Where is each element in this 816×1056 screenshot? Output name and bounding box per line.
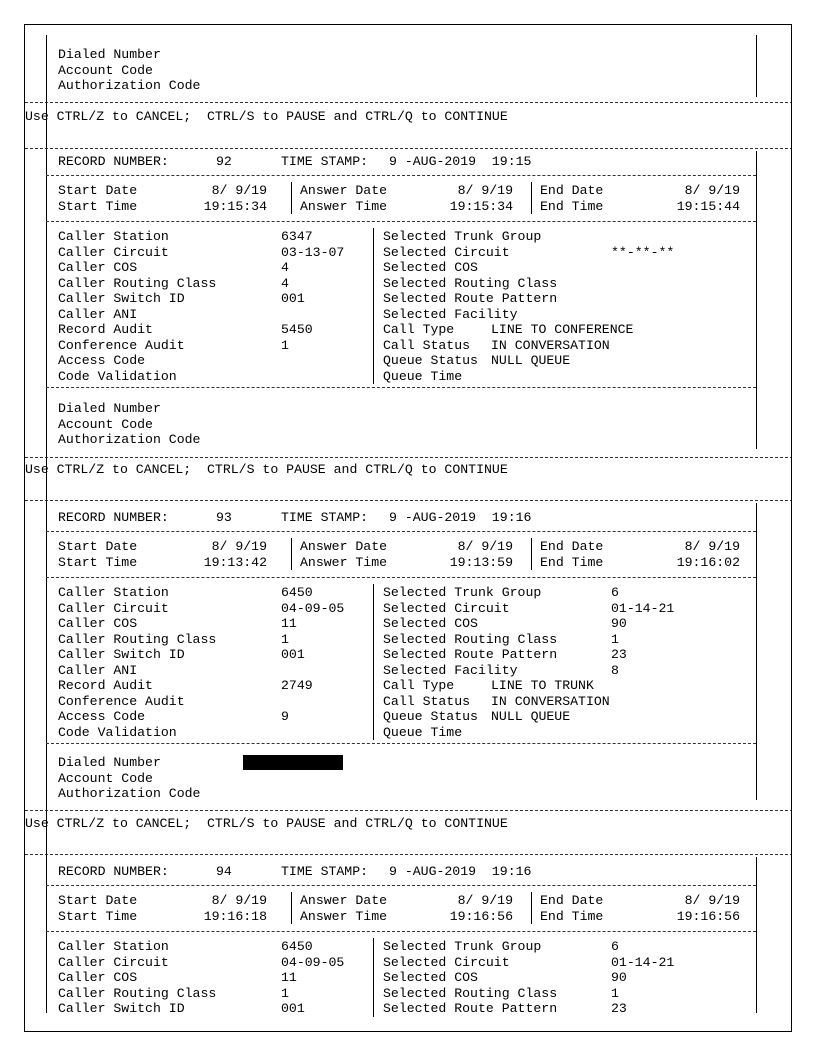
answer-date-label: Answer Date	[300, 183, 388, 198]
start-time-value: 19:16:18	[203, 908, 267, 924]
selected-field-value: LINE TO TRUNK	[491, 678, 594, 693]
record-number-value: 93	[216, 510, 232, 525]
end-date-label: End Date	[540, 539, 604, 554]
vertical-rule	[373, 584, 374, 740]
answer-time-label: Answer Time	[300, 908, 388, 924]
selected-field-value: 23	[611, 647, 627, 662]
caller-field-label: Caller COS	[58, 970, 138, 985]
caller-field-label: Caller Circuit	[58, 244, 169, 260]
caller-field-label: Caller Station	[58, 229, 169, 244]
answer-date-label: Answer Date	[300, 893, 388, 908]
cancel-instructions: Use CTRL/Z to CANCEL; CTRL/S to PAUSE and CTRL/Q to CONTINUE	[25, 816, 508, 831]
authorization-code-label: Authorization Code	[58, 78, 201, 93]
selected-field-label: Selected Routing Class	[383, 631, 558, 647]
cancel-instructions: Use CTRL/Z to CANCEL; CTRL/S to PAUSE and CTRL/Q to CONTINUE	[25, 109, 508, 124]
answer-date-label: Answer Date	[300, 539, 388, 554]
selected-field-label: Selected Circuit	[383, 600, 510, 616]
selected-field-value: 90	[611, 970, 627, 985]
caller-field-label: Code Validation	[58, 368, 177, 384]
report-page	[24, 24, 792, 1032]
caller-field-label: Caller Routing Class	[58, 631, 217, 647]
record-number-label: RECORD NUMBER:	[58, 864, 169, 879]
answer-time-value: 19:15:34	[449, 198, 513, 214]
selected-field-label: Call Status	[383, 337, 471, 353]
dashed-divider	[46, 175, 756, 176]
answer-time-label: Answer Time	[300, 554, 388, 570]
selected-field-value: 6	[611, 585, 619, 600]
answer-date-value: 8/ 9/19	[457, 183, 513, 198]
caller-field-label: Caller COS	[58, 260, 138, 275]
selected-field-label: Selected Route Pattern	[383, 647, 558, 662]
time-stamp-label: TIME STAMP:	[281, 510, 369, 525]
account-code-label: Account Code	[58, 62, 153, 78]
caller-field-label: Caller Switch ID	[58, 1001, 185, 1016]
selected-field-value: IN CONVERSATION	[491, 337, 610, 353]
selected-field-label: Call Type	[383, 678, 455, 693]
selected-field-value: 8	[611, 662, 619, 678]
account-code-label: Account Code	[58, 770, 153, 786]
vertical-rule	[291, 538, 292, 570]
dashed-divider	[46, 387, 756, 388]
right-rule	[756, 857, 757, 1013]
time-stamp-value: 9 -AUG-2019 19:16	[389, 864, 532, 879]
dashed-divider	[46, 743, 756, 744]
start-date-value: 8/ 9/19	[211, 539, 267, 554]
caller-field-value: 9	[281, 709, 289, 724]
selected-field-label: Selected Route Pattern	[383, 291, 558, 306]
caller-field-value: 001	[281, 291, 305, 306]
dashed-divider	[25, 457, 792, 458]
vertical-rule	[291, 182, 292, 214]
vertical-rule	[531, 538, 532, 570]
selected-field-label: Selected Trunk Group	[383, 229, 542, 244]
selected-field-label: Selected Facility	[383, 306, 518, 322]
caller-field-value: 5450	[281, 322, 313, 337]
selected-field-value: 01-14-21	[611, 954, 675, 970]
time-stamp-label: TIME STAMP:	[281, 154, 369, 169]
start-date-value: 8/ 9/19	[211, 893, 267, 908]
start-date-label: Start Date	[58, 183, 138, 198]
dashed-divider	[25, 148, 792, 149]
selected-field-label: Queue Status	[383, 353, 478, 368]
dashed-divider	[25, 854, 792, 855]
right-rule	[756, 151, 757, 449]
record-number-label: RECORD NUMBER:	[58, 510, 169, 525]
caller-field-value: 001	[281, 1001, 305, 1016]
selected-field-label: Queue Status	[383, 709, 478, 724]
time-stamp-value: 9 -AUG-2019 19:16	[389, 510, 532, 525]
caller-field-value: 04-09-05	[281, 954, 345, 970]
caller-field-value: 11	[281, 970, 297, 985]
vertical-rule	[373, 228, 374, 384]
dialed-number-label: Dialed Number	[58, 47, 161, 62]
caller-field-value: 1	[281, 631, 289, 647]
dialed-number-label: Dialed Number	[58, 755, 161, 770]
caller-field-label: Caller Station	[58, 585, 169, 600]
answer-date-value: 8/ 9/19	[457, 893, 513, 908]
end-date-value: 8/ 9/19	[684, 893, 740, 908]
authorization-code-label: Authorization Code	[58, 786, 201, 801]
caller-field-label: Caller Switch ID	[58, 647, 185, 662]
caller-field-label: Caller Routing Class	[58, 985, 217, 1001]
selected-field-label: Selected Circuit	[383, 954, 510, 970]
end-time-label: End Time	[540, 554, 604, 570]
caller-field-label: Caller Switch ID	[58, 291, 185, 306]
selected-field-label: Selected COS	[383, 260, 478, 275]
dashed-divider	[46, 531, 756, 532]
caller-field-value: 001	[281, 647, 305, 662]
caller-field-value: 1	[281, 337, 289, 353]
dashed-divider	[25, 102, 792, 103]
caller-field-value: 6450	[281, 585, 313, 600]
right-rule	[756, 503, 757, 800]
start-date-label: Start Date	[58, 893, 138, 908]
caller-field-label: Record Audit	[58, 678, 153, 693]
time-stamp-label: TIME STAMP:	[281, 864, 369, 879]
start-time-value: 19:15:34	[203, 198, 267, 214]
dashed-divider	[46, 885, 756, 886]
end-time-value: 19:16:02	[676, 554, 740, 570]
vertical-rule	[291, 892, 292, 924]
end-date-value: 8/ 9/19	[684, 539, 740, 554]
dashed-divider	[25, 810, 792, 811]
caller-field-label: Caller ANI	[58, 662, 138, 678]
selected-field-label: Queue Time	[383, 724, 463, 740]
end-date-value: 8/ 9/19	[684, 183, 740, 198]
record-number-label: RECORD NUMBER:	[58, 154, 169, 169]
end-time-label: End Time	[540, 908, 604, 924]
cancel-instructions: Use CTRL/Z to CANCEL; CTRL/S to PAUSE and CTRL/Q to CONTINUE	[25, 462, 508, 477]
caller-field-label: Conference Audit	[58, 693, 185, 709]
selected-field-label: Selected Trunk Group	[383, 939, 542, 954]
end-date-label: End Date	[540, 183, 604, 198]
answer-time-value: 19:13:59	[449, 554, 513, 570]
selected-field-value: NULL QUEUE	[491, 709, 571, 724]
caller-field-value: 6347	[281, 229, 313, 244]
caller-field-label: Conference Audit	[58, 337, 185, 353]
selected-field-label: Selected Route Pattern	[383, 1001, 558, 1016]
caller-field-label: Caller ANI	[58, 306, 138, 322]
authorization-code-label: Authorization Code	[58, 432, 201, 447]
vertical-rule	[373, 938, 374, 1017]
selected-field-label: Selected Routing Class	[383, 985, 558, 1001]
caller-field-label: Code Validation	[58, 724, 177, 740]
selected-field-label: Selected Facility	[383, 662, 518, 678]
selected-field-value: 1	[611, 985, 619, 1001]
selected-field-value: 01-14-21	[611, 600, 675, 616]
start-date-value: 8/ 9/19	[211, 183, 267, 198]
selected-field-label: Call Type	[383, 322, 455, 337]
selected-field-value: IN CONVERSATION	[491, 693, 610, 709]
caller-field-label: Access Code	[58, 353, 146, 368]
selected-field-value: 1	[611, 631, 619, 647]
vertical-rule	[531, 182, 532, 214]
caller-field-label: Caller COS	[58, 616, 138, 631]
end-time-value: 19:16:56	[676, 908, 740, 924]
dashed-divider	[46, 577, 756, 578]
selected-field-value: 23	[611, 1001, 627, 1016]
caller-field-value: 1	[281, 985, 289, 1001]
caller-field-value: 03-13-07	[281, 244, 345, 260]
answer-time-label: Answer Time	[300, 198, 388, 214]
selected-field-label: Selected Routing Class	[383, 275, 558, 291]
redacted-dialed-number	[243, 755, 343, 770]
record-number-value: 92	[216, 154, 232, 169]
selected-field-label: Selected Trunk Group	[383, 585, 542, 600]
time-stamp-value: 9 -AUG-2019 19:15	[389, 154, 532, 169]
caller-field-value: 6450	[281, 939, 313, 954]
end-time-label: End Time	[540, 198, 604, 214]
selected-field-label: Selected COS	[383, 970, 478, 985]
caller-field-value: 4	[281, 275, 289, 291]
selected-field-label: Call Status	[383, 693, 471, 709]
caller-field-label: Access Code	[58, 709, 146, 724]
start-time-label: Start Time	[58, 554, 138, 570]
selected-field-value: **-**-**	[611, 244, 675, 260]
selected-field-value: NULL QUEUE	[491, 353, 571, 368]
account-code-label: Account Code	[58, 416, 153, 432]
right-rule	[756, 35, 757, 97]
selected-field-value: 6	[611, 939, 619, 954]
caller-field-label: Caller Circuit	[58, 954, 169, 970]
start-date-label: Start Date	[58, 539, 138, 554]
left-rule	[46, 35, 47, 1013]
record-number-value: 94	[216, 864, 232, 879]
dashed-divider	[25, 500, 792, 501]
caller-field-value: 04-09-05	[281, 600, 345, 616]
dashed-divider	[46, 221, 756, 222]
start-time-label: Start Time	[58, 198, 138, 214]
selected-field-label: Selected COS	[383, 616, 478, 631]
caller-field-label: Caller Circuit	[58, 600, 169, 616]
selected-field-label: Queue Time	[383, 368, 463, 384]
caller-field-value: 4	[281, 260, 289, 275]
end-date-label: End Date	[540, 893, 604, 908]
answer-time-value: 19:16:56	[449, 908, 513, 924]
selected-field-label: Selected Circuit	[383, 244, 510, 260]
dashed-divider	[46, 931, 756, 932]
caller-field-value: 11	[281, 616, 297, 631]
caller-field-label: Caller Station	[58, 939, 169, 954]
vertical-rule	[531, 892, 532, 924]
caller-field-label: Caller Routing Class	[58, 275, 217, 291]
selected-field-value: LINE TO CONFERENCE	[491, 322, 634, 337]
selected-field-value: 90	[611, 616, 627, 631]
start-time-value: 19:13:42	[203, 554, 267, 570]
caller-field-label: Record Audit	[58, 322, 153, 337]
start-time-label: Start Time	[58, 908, 138, 924]
caller-field-value: 2749	[281, 678, 313, 693]
answer-date-value: 8/ 9/19	[457, 539, 513, 554]
dialed-number-label: Dialed Number	[58, 401, 161, 416]
end-time-value: 19:15:44	[676, 198, 740, 214]
